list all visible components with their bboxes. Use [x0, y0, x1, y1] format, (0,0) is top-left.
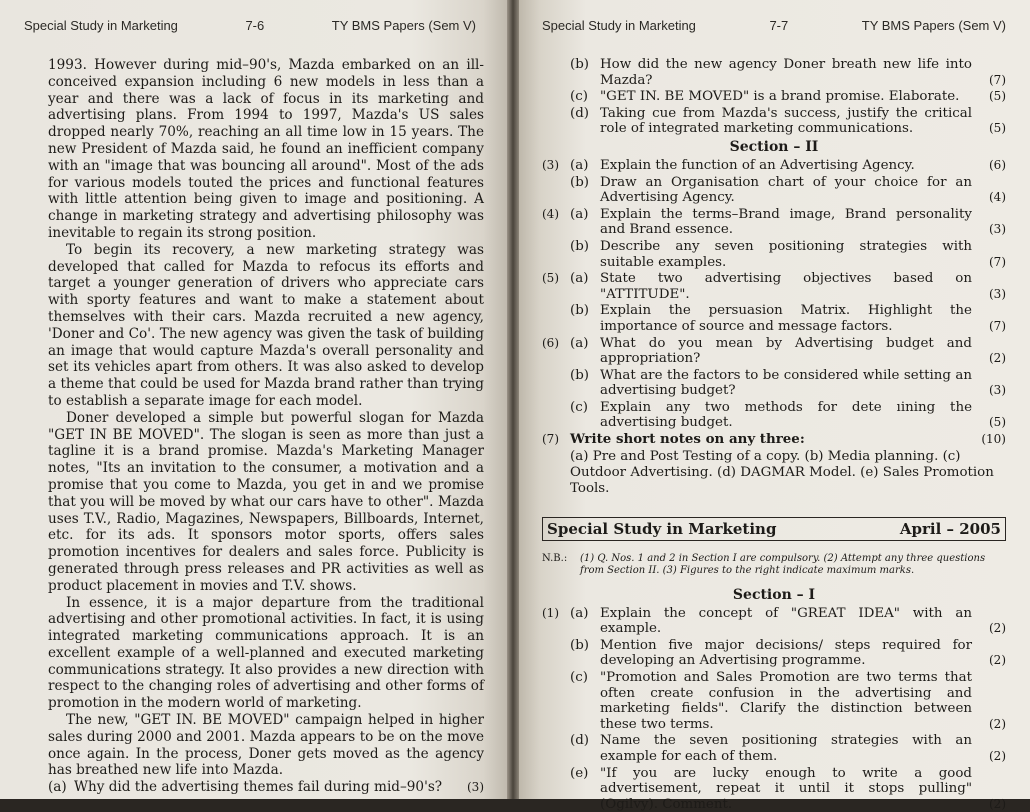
question-item	[542, 57, 1006, 88]
left-page	[0, 0, 514, 799]
question-number	[542, 368, 570, 399]
question-sub-label: (b)	[570, 57, 590, 72]
question-sub-label: (b)	[570, 238, 590, 254]
question-item	[542, 766, 1006, 812]
section-2-questions	[542, 158, 1006, 497]
question-item	[542, 106, 1006, 137]
question-number	[542, 303, 570, 334]
question-number	[542, 766, 570, 812]
question-marks: (5)	[989, 89, 1006, 104]
question-item	[542, 207, 1006, 238]
question-number	[542, 57, 570, 88]
book-gutter	[507, 0, 519, 799]
question-sub-label: (c)	[570, 89, 588, 105]
question-sub-label: (a)	[570, 157, 589, 173]
instructions-label: N.B.:	[542, 552, 568, 564]
question-7-options: (a) Pre and Post Testing of a copy. (b) Media planning. (c) Outdoor Advertising. (d) DAGMAR Model. (e) Sales Promotion Tools.	[570, 448, 994, 496]
question-sub-label: (a)	[570, 605, 589, 621]
question-marks: (3)	[989, 383, 1006, 398]
question-sub-label: (a)	[570, 335, 589, 351]
question-text: "GET IN. BE MOVED" is a brand promise. Elaborate.	[600, 89, 960, 105]
question-number: (1)	[542, 605, 559, 620]
question-text: Why did the advertising themes fail during mid–90's?	[74, 779, 443, 796]
question-item	[542, 638, 1006, 669]
section-2-title: Section – II	[729, 138, 819, 155]
question-text: State two advertising objectives based on "ATTITUDE".	[600, 271, 972, 302]
question-marks: (3)	[989, 222, 1006, 237]
question-sub-label: (a)	[570, 206, 589, 222]
continued-questions	[542, 57, 1006, 137]
question-item	[542, 271, 1006, 302]
question-number: (3)	[542, 157, 559, 172]
question-item	[542, 303, 1006, 334]
left-header-page-number: 7-6	[245, 18, 265, 33]
question-number	[542, 239, 570, 270]
instructions-text: (1) Q. Nos. 1 and 2 in Section I are compulsory. (2) Attempt any three questions from Section II. (3) Figures to the right indicate maximum marks.	[580, 552, 986, 576]
question-item	[542, 239, 1006, 270]
question-marks: (10)	[981, 432, 1006, 447]
right-header-series: TY BMS Papers (Sem V)	[861, 18, 1006, 33]
question-marks: (2)	[989, 716, 1006, 731]
question-marks: (3)	[467, 780, 484, 795]
banner-date: April – 2005	[899, 519, 1001, 538]
question-number	[542, 733, 570, 764]
question-text: "If you are lucky enough to write a good advertisement, repeat it until it stops pulling" (Ogilvy). Comment.	[600, 765, 972, 812]
question-text: Taking cue from Mazda's success, justify the critical role of integrated marketing communications.	[600, 105, 972, 137]
question-text: What do you mean by Advertising budget and appropriation?	[600, 335, 972, 367]
question-text: Mention five major decisions/ steps required for developing an Advertising programme.	[600, 637, 972, 669]
question-marks: (7)	[989, 72, 1006, 87]
question-sub-label: (c)	[570, 670, 588, 686]
question-sub-label: (d)	[570, 733, 590, 749]
question-item	[542, 336, 1006, 367]
question-number: (6)	[542, 335, 559, 350]
question-sub-label: (c)	[570, 399, 588, 415]
question-item	[542, 670, 1006, 732]
question-marks: (5)	[989, 121, 1006, 136]
question-number: (5)	[542, 271, 559, 286]
left-header-series: TY BMS Papers (Sem V)	[331, 18, 476, 33]
question-number: (4)	[542, 206, 559, 221]
question-sub-label: (b)	[570, 637, 590, 653]
question-marks: (2)	[989, 351, 1006, 366]
question-text: Explain the function of an Advertising Agency.	[600, 157, 915, 173]
question-text: "Promotion and Sales Promotion are two terms that often create confusion in the advertising and marketing fields". Clarify the distinction between these two terms.	[600, 670, 972, 732]
question-text: Explain the concept of "GREAT IDEA" with an example.	[600, 605, 972, 637]
section-1-title: Section – I	[732, 586, 816, 603]
exam-instructions	[542, 553, 1006, 577]
question-7	[542, 432, 1006, 448]
question-label: (a)	[48, 779, 67, 796]
right-running-header	[542, 18, 1006, 33]
case-study-text	[24, 57, 484, 796]
question-item	[542, 89, 1006, 105]
question-item	[542, 733, 1006, 764]
question-a	[48, 779, 484, 796]
question-text: What are the factors to be considered while setting an advertising budget?	[600, 367, 972, 399]
question-text: Draw an Organisation chart of your choice for an Advertising Agency.	[600, 174, 972, 206]
question-marks: (6)	[989, 157, 1006, 172]
question-7-title: Write short notes on any three:	[570, 431, 805, 448]
paragraph: Doner developed a simple but powerful slogan for Mazda "GET IN BE MOVED". The slogan is seen as more than just a tagline it is a brand promise. Mazda's Marketing Manager notes, "Its an invitation to the consumer, a motivation and a promise that you come to Mazda, you get in and we promise that you will be moved by what our cars have to other". Mazda uses T.V., Radio, Magazines, Newspapers, Billboards, Internet, etc. for its ads. It sponsors motor sports, offers sales promotion incentives for dealers and sales force. Publicity is generated through press releases and PR activities as well as product placement in movies and T.V. shows.	[48, 409, 484, 594]
question-sub-label: (b)	[570, 367, 590, 383]
question-number	[542, 175, 570, 206]
right-header-page-number: 7-7	[769, 18, 789, 33]
question-sub-label: (d)	[570, 105, 590, 121]
question-item	[542, 175, 1006, 206]
question-number	[542, 400, 570, 431]
question-text: Explain any two methods for dete ıining the advertising budget.	[600, 399, 972, 431]
paragraph: In essence, it is a major departure from the traditional advertising and other promotional activities. In fact, it is using integrated marketing communications approach. It is an excellent example of a well-planned and executed marketing communications strategy. It also provides a new direction with respect to the changing roles of advertising and other forms of promotion in the modern world of marketing.	[48, 594, 484, 712]
banner-title: Special Study in Marketing	[547, 519, 777, 538]
question-text: Name the seven positioning strategies with an example for each of them.	[600, 733, 972, 764]
question-number	[542, 89, 570, 105]
question-sub-label: (b)	[570, 303, 590, 319]
question-marks: (2)	[989, 749, 1006, 763]
question-sub-label: (b)	[570, 174, 590, 190]
question-marks: (4)	[989, 190, 1006, 205]
exam-banner	[542, 517, 1006, 541]
question-number	[542, 638, 570, 669]
question-item	[542, 400, 1006, 431]
question-text: Explain the persuasion Matrix. Highlight the importance of source and message factors.	[600, 303, 972, 334]
left-running-header	[24, 18, 484, 33]
question-number	[542, 670, 570, 732]
question-item	[542, 606, 1006, 637]
question-number	[542, 106, 570, 137]
section-1-questions	[542, 606, 1006, 812]
question-marks: (2)	[989, 796, 1006, 811]
question-marks: (2)	[989, 653, 1006, 668]
paragraph: To begin its recovery, a new marketing strategy was developed that called for Mazda to refocus its efforts and target a younger generation of drivers who appreciate cars with sporty features and want to make a statement about themselves with their cars. Mazda recruited a new agency, 'Doner and Co'. The new agency was given the task of building an image that would capture Mazda's overall personality and set its vehicles apart from others. It was also asked to develop a theme that could be used for Mazda brand rather than trying to establish a separate image for each model.	[48, 241, 484, 409]
question-item	[542, 158, 1006, 174]
question-sub-label: (e)	[570, 765, 589, 781]
left-header-title: Special Study in Marketing	[24, 18, 178, 33]
question-marks: (7)	[989, 254, 1006, 269]
paragraph: The new, "GET IN. BE MOVED" campaign helped in higher sales during 2000 and 2001. Mazda appears to be on the move once again. In the process, Doner gets moved as the agency has breathed new life into Mazda.	[48, 712, 484, 779]
question-text: How did the new agency Doner breath new life into Mazda?	[600, 57, 972, 88]
question-marks: (5)	[989, 415, 1006, 430]
right-header-title: Special Study in Marketing	[542, 18, 696, 33]
question-marks: (3)	[989, 286, 1006, 301]
question-sub-label: (a)	[570, 271, 589, 287]
question-marks: (7)	[989, 318, 1006, 333]
question-number: (7)	[542, 432, 559, 447]
question-text: Describe any seven positioning strategies with suitable examples.	[600, 238, 972, 270]
right-page	[514, 0, 1030, 812]
question-marks: (2)	[989, 621, 1006, 636]
question-text: Explain the terms–Brand image, Brand personality and Brand essence.	[600, 206, 972, 238]
question-item	[542, 368, 1006, 399]
paragraph: 1993. However during mid–90's, Mazda embarked on an ill-conceived expansion including 6 new models in less than a year and there was a lack of focus in its marketing and advertising plans. From 1994 to 1997, Mazda's US sales dropped nearly 70%, reaching an all time low in 15 years. The new President of Mazda said, he found an inefficient company with an "image that was bouncing all around". Most of the ads for various models touted the prices and functional features with little attention being given to image and positioning. A change in marketing strategy and advertising philosophy was inevitable to regain its strong position.	[48, 57, 484, 241]
